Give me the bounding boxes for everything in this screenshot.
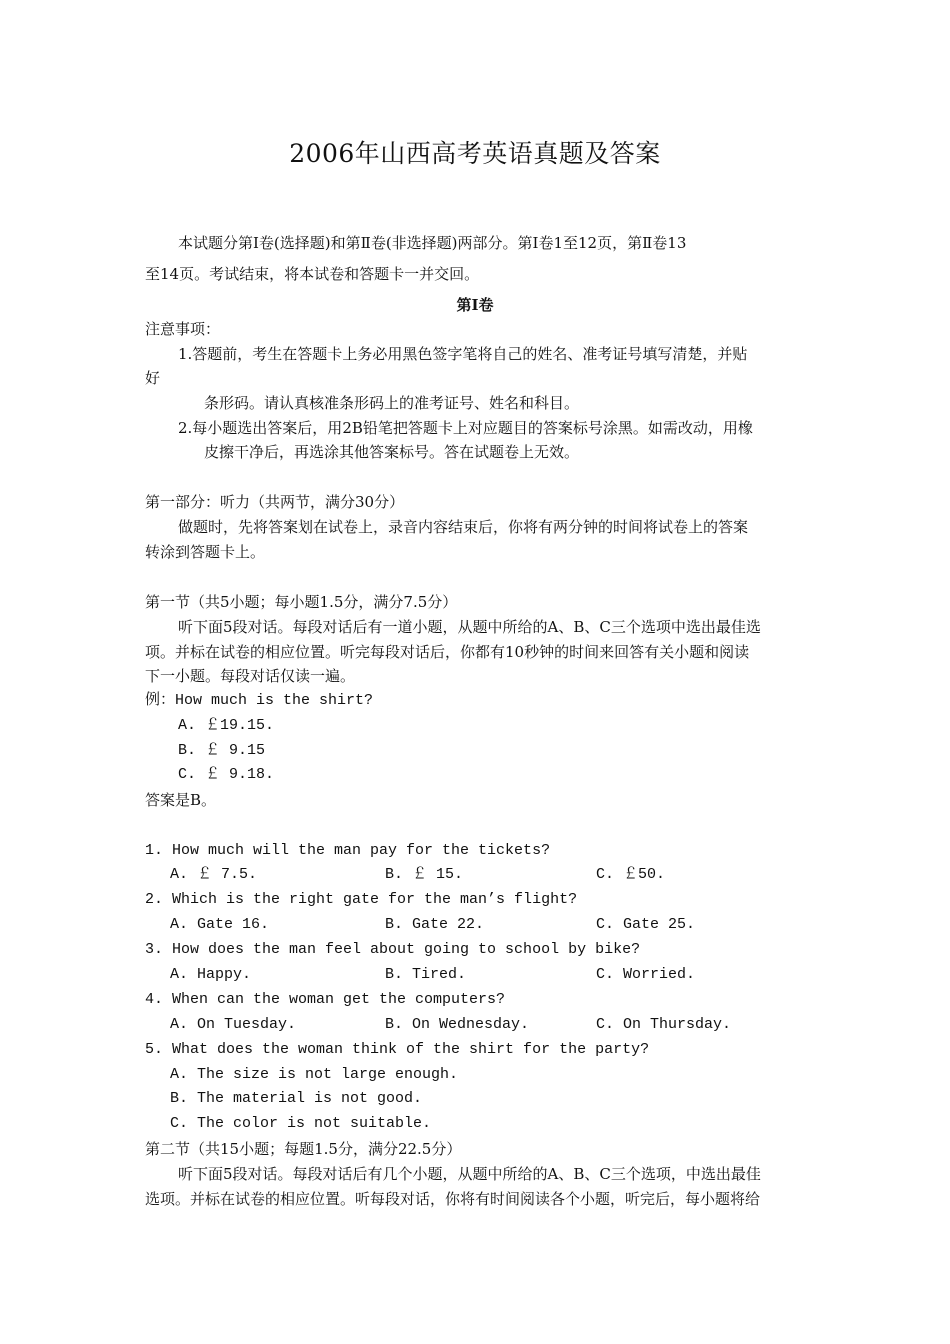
notice-heading: 注意事项： [145, 320, 221, 338]
notice-item-1-line-1: 1.答题前，考生在答题卡上务必用黑色签字笔将自己的姓名、准考证号填写清楚，并贴 [178, 345, 748, 363]
intro-line-2: 至14页。考试结束，将本试卷和答题卡一并交回。 [145, 265, 480, 283]
question-2-option-b: B. Gate 22. [385, 916, 485, 933]
question-5-option-a: A. The size is not large enough. [170, 1066, 459, 1083]
example-option-b: B. ￡ 9.15 [178, 742, 266, 759]
question-4-option-b: B. On Wednesday. [385, 1016, 530, 1033]
part-1-desc-line-1: 做题时，先将答案划在试卷上，录音内容结束后，你将有两分钟的时间将试卷上的答案 [178, 518, 749, 536]
question-1-option-c: C. ￡50. [596, 866, 666, 883]
section-2-heading: 第二节（共15小题；每题1.5分，满分22.5分） [145, 1140, 462, 1158]
question-5-text: 5. What does the woman think of the shirt for the party? [145, 1041, 650, 1058]
question-4-option-a: A. On Tuesday. [170, 1016, 297, 1033]
section-2-desc-line-1: 听下面5段对话。每段对话后有几个小题，从题中所给的A、B、C三个选项，中选出最佳 [178, 1165, 761, 1183]
question-3-option-c: C. Worried. [596, 966, 696, 983]
question-2-option-a: A. Gate 16. [170, 916, 270, 933]
question-1-option-b: B. ￡ 15. [385, 866, 464, 883]
section-1-heading: 第一节（共5小题；每小题1.5分，满分7.5分） [145, 593, 458, 611]
notice-item-1-line-3: 条形码。请认真核准条形码上的准考证号、姓名和科目。 [204, 394, 580, 412]
notice-item-2-line-2: 皮擦干净后，再选涂其他答案标号。答在试题卷上无效。 [204, 443, 580, 461]
question-2-option-c: C. Gate 25. [596, 916, 696, 933]
intro-line-1: 本试题分第Ⅰ卷(选择题)和第Ⅱ卷(非选择题)两部分。第Ⅰ卷1至12页，第Ⅱ卷13 [178, 234, 687, 252]
part-1-heading: 第一部分：听力（共两节，满分30分） [145, 493, 405, 511]
question-5-option-b: B. The material is not good. [170, 1090, 423, 1107]
section-1-desc-line-3: 下一小题。每段对话仅读一遍。 [145, 667, 356, 685]
section-2-desc-line-2: 选项。并标在试卷的相应位置。听每段对话，你将有时间阅读各个小题，听完后，每小题将给 [145, 1190, 761, 1208]
example-question: 例：How much is the shirt? [145, 692, 374, 709]
question-2-text: 2. Which is the right gate for the man’s flight? [145, 891, 578, 908]
question-1-text: 1. How much will the man pay for the tickets? [145, 842, 551, 859]
question-4-text: 4. When can the woman get the computers? [145, 991, 506, 1008]
notice-item-1-line-2: 好 [145, 369, 161, 387]
notice-item-2-line-1: 2.每小题选出答案后，用2B铅笔把答题卡上对应题目的答案标号涂黑。如需改动，用橡 [178, 419, 753, 437]
page-title: 2006年山西高考英语真题及答案 [289, 139, 661, 168]
section-1-desc-line-1: 听下面5段对话。每段对话后有一道小题，从题中所给的A、B、C三个选项中选出最佳选 [178, 618, 761, 636]
question-3-option-a: A. Happy. [170, 966, 252, 983]
question-4-option-c: C. On Thursday. [596, 1016, 732, 1033]
example-option-c: C. ￡ 9.18. [178, 766, 275, 783]
example-option-a: A. ￡19.15. [178, 717, 275, 734]
section-1-desc-line-2: 项。并标在试卷的相应位置。听完每段对话后，你都有10秒钟的时间来回答有关小题和阅读 [145, 643, 750, 661]
volume-1-heading: 第Ⅰ卷 [456, 296, 494, 314]
question-1-option-a: A. ￡ 7.5. [170, 866, 258, 883]
part-1-desc-line-2: 转涂到答题卡上。 [145, 543, 266, 561]
question-3-option-b: B. Tired. [385, 966, 467, 983]
question-5-option-c: C. The color is not suitable. [170, 1115, 432, 1132]
example-answer: 答案是B。 [145, 791, 217, 809]
question-3-text: 3. How does the man feel about going to school by bike? [145, 941, 641, 958]
